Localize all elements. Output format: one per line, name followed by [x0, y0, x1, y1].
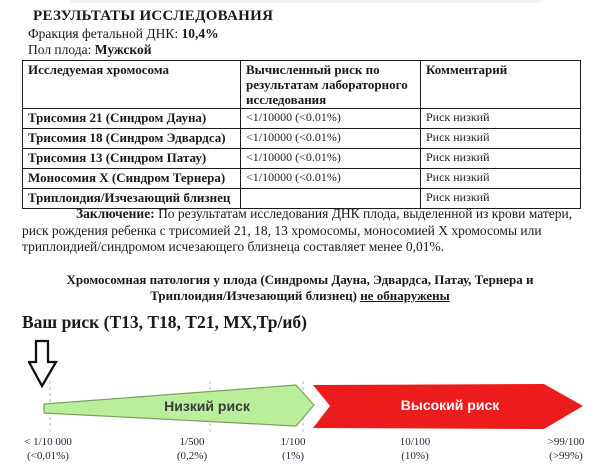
scale-tick [177, 436, 207, 463]
comment-cell: Риск низкий [421, 129, 581, 149]
comment-cell: Риск низкий [421, 149, 581, 169]
high-risk-label: Высокий риск [400, 397, 500, 413]
results-table [22, 60, 581, 209]
tick-percent: (>99%) [549, 449, 583, 462]
fetal-sex-line [28, 42, 152, 58]
table-row [23, 109, 581, 129]
tick-fraction: < 1/10 000 [24, 436, 72, 448]
column-header-comment: Комментарий [421, 61, 581, 109]
fetal-dna-fraction-value: 10,4% [181, 26, 219, 41]
summary-not-detected-text: не обнаружены [360, 288, 450, 303]
conclusion-paragraph [22, 206, 584, 256]
page-top-remnant [70, 0, 540, 3]
scale-tick [548, 436, 585, 463]
risk-cell: <1/10000 (<0.01%) [241, 149, 421, 169]
risk-scale-graphic [0, 378, 600, 438]
scale-tick [400, 436, 431, 463]
table-header-row [23, 61, 581, 109]
table-row [23, 149, 581, 169]
tick-percent: (1%) [282, 449, 304, 462]
tick-fraction: 10/100 [399, 436, 431, 448]
fetal-sex-value: Мужской [94, 42, 152, 57]
pathology-summary [40, 272, 560, 304]
fetal-dna-fraction-label: Фракция фетальной ДНК: [28, 26, 182, 41]
table-row [23, 129, 581, 149]
comment-cell: Риск низкий [421, 189, 581, 209]
risk-cell: <1/10000 (<0.01%) [241, 169, 421, 189]
page-title: РЕЗУЛЬТАТЫ ИССЛЕДОВАНИЯ [33, 8, 274, 24]
chromosome-cell: Трисомия 18 (Синдром Эдвардса) [23, 129, 241, 149]
scale-tick [280, 436, 305, 463]
summary-text: Хромосомная патология у плода (Синдромы Дауна, Эдвардса, Патау, Тернера и Триплоидия/Изчезающий близнец) [66, 272, 534, 303]
conclusion-text: По результатам исследования ДНК плода, выделенной из крови матери, риск рождения ребенка с трисомией 21, 18, 13 хромосомы, моносомией Х хромосомы или триплоидией/синдромом исчезающего близнеца составляет менее 0,01%. [22, 206, 573, 254]
chromosome-cell: Трисомия 13 (Синдром Патау) [23, 149, 241, 169]
low-risk-label: Низкий риск [164, 398, 250, 414]
tick-fraction: 1/100 [280, 436, 306, 448]
scale-tick [24, 436, 72, 463]
tick-fraction: >99/100 [547, 436, 585, 448]
fetal-dna-fraction-line [28, 26, 219, 42]
tick-percent: (<0,01%) [27, 449, 69, 462]
column-header-chromosome: Исследуемая хромосома [23, 61, 241, 109]
tick-percent: (0,2%) [176, 449, 208, 462]
risk-cell: <1/10000 (<0.01%) [241, 109, 421, 129]
conclusion-label: Заключение: [76, 206, 155, 221]
risk-cell: <1/10000 (<0.01%) [241, 129, 421, 149]
tick-fraction: 1/500 [179, 436, 205, 448]
chromosome-cell: Трисомия 21 (Синдром Дауна) [23, 109, 241, 129]
column-header-risk: Вычисленный риск по результатам лабораторного исследования [241, 61, 421, 109]
fetal-sex-label: Пол плода: [28, 42, 95, 57]
comment-cell: Риск низкий [421, 169, 581, 189]
tick-percent: (10%) [401, 449, 429, 462]
table-row [23, 169, 581, 189]
comment-cell: Риск низкий [421, 109, 581, 129]
chromosome-cell: Триплоидия/Изчезающий близнец [23, 189, 241, 209]
chromosome-cell: Моносомия Х (Синдром Тернера) [23, 169, 241, 189]
your-risk-title: Ваш риск (Т13, Т18, Т21, МХ,Тр/иб) [22, 312, 307, 332]
